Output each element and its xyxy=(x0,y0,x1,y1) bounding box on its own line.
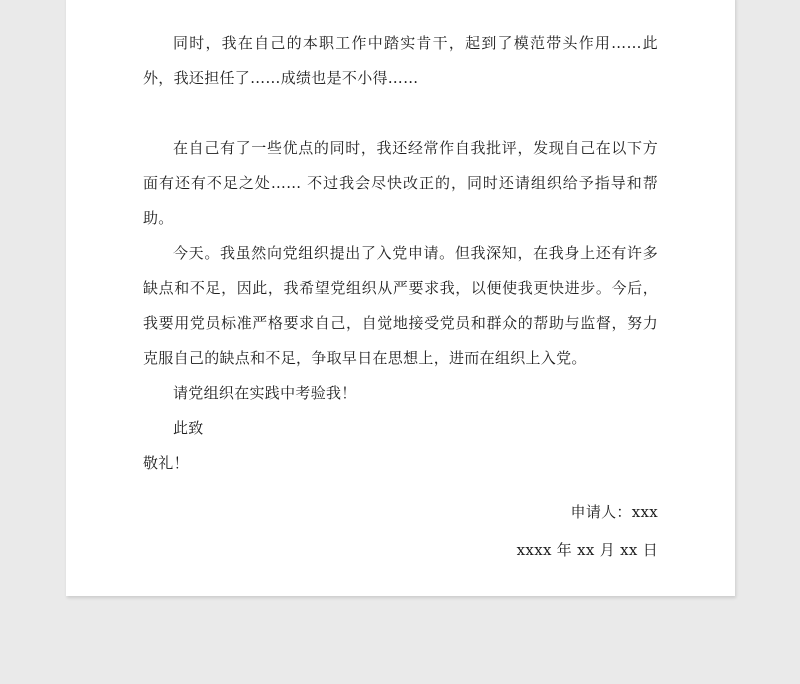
paragraph-closing-cizhi: 此致 xyxy=(173,419,204,437)
signature-block xyxy=(143,493,658,569)
signature-applicant-line: 申请人：xxx xyxy=(570,503,658,521)
paragraph-request-test: 请党组织在实践中考验我！ xyxy=(173,384,357,402)
paragraph-self-criticism: 在自己有了一些优点的同时，我还经常作自我批评，发现自己在以下方面有还有不足之处…… 不过我会尽快改正的，同时还请组织给予指导和帮助。 xyxy=(143,139,658,227)
signature-date-line: xxxx 年 xx 月 xx 日 xyxy=(516,541,658,559)
document-text-body xyxy=(143,26,658,569)
document-page xyxy=(66,0,735,596)
paragraph-closing-jingli: 敬礼！ xyxy=(143,454,189,472)
paragraph-application-statement: 今天。我虽然向党组织提出了入党申请。但我深知，在我身上还有许多缺点和不足，因此，我希望党组织从严要求我，以便使我更快进步。今后，我要用党员标准严格要求自己，自觉地接受党员和群众的帮助与监督，努力克服自己的缺点和不足，争取早日在思想上，进而在组织上入党。 xyxy=(143,244,658,367)
paragraph-work-performance: 同时，我在自己的本职工作中踏实肯干，起到了模范带头作用……此外，我还担任了……成绩也是不小得…… xyxy=(143,34,658,87)
